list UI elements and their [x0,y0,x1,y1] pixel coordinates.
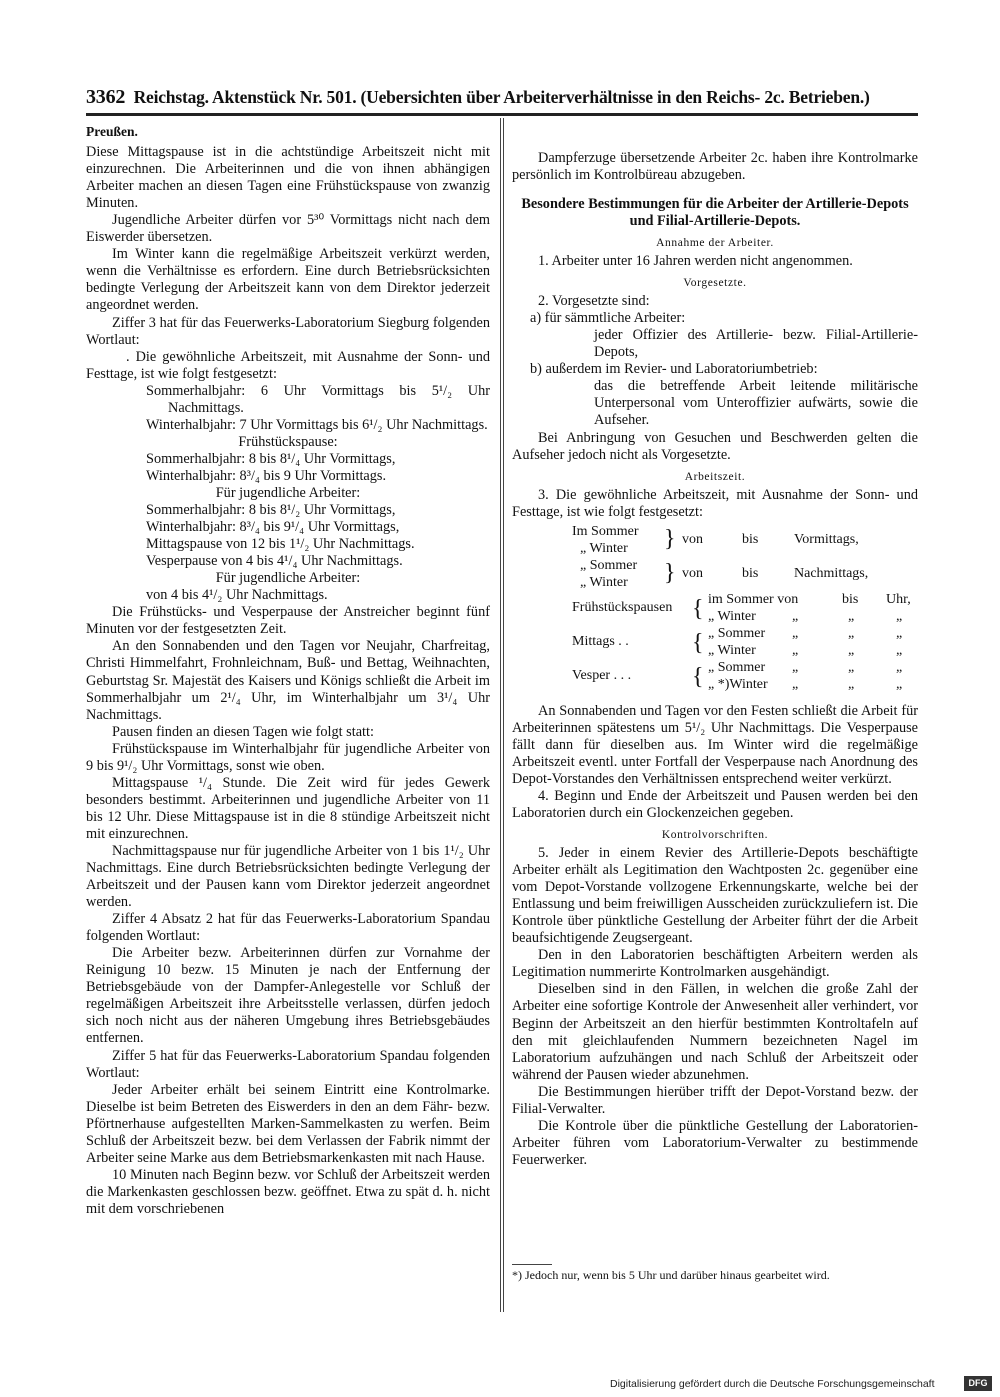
schedule-cell: bis [842,591,859,607]
schedule-cell: von [682,565,703,581]
schedule-cell: im Sommer von [708,591,799,607]
paragraph: Die Arbeiter bezw. Arbeiterinnen dürfen zur Vornahme der Reinigung 10 bezw. 15 Minuten je nach der Entfernung der Betriebsgebäude von der Dampfer-Anlegestelle vor Schluß der regelmäßigen Arbeitszeit ihre Arbeitsstelle verlassen, dürfen jedoch sich noch nicht aus der näheren Umgebung ihres Betriebsgebäudes entfernen. [86,945,490,1047]
schedule-line: Sommerhalbjahr: 8 bis 8¹/₄ Uhr Vormittags, [146,450,396,467]
running-header [86,86,914,109]
paragraph: Ziffer 3 hat für das Feuerwerks-Laboratorium Siegburg folgenden Wortlaut: [86,314,490,348]
schedule-line: Winterhalbjahr: 8³/₄ bis 9 Uhr Vormittags. [146,467,387,484]
paragraph: 10 Minuten nach Beginn bezw. vor Schluß der Arbeitszeit werden die Markenkasten geschlossen bezw. geöffnet. Etwa zu spät d. h. nicht mit dem vorschriebenen [86,1166,490,1217]
schedule-cell: Uhr, [886,591,911,607]
paragraph: 2. Vorgesetzte sind: [538,293,650,310]
ditto: „ [848,659,855,675]
paragraph: Pausen finden an diesen Tagen wie folgt statt: [112,723,374,740]
schedule-label: Mittags . . [572,633,629,649]
footnote-rule [512,1264,552,1265]
brace: { [692,663,704,690]
schedule-cell: „ Winter [708,642,756,658]
paragraph: Die Frühstücks- und Vesperpause der Anstreicher beginnt fünf Minuten vor der festgesetzten Zeit. [86,604,490,638]
paragraph: Den in den Laboratorien beschäftigten Arbeitern werden als Legitimation nummerirte Kontrolmarken ausgehändigt. [512,947,918,981]
schedule-line: Vesperpause von 4 bis 4¹/₄ Uhr Nachmittags. [146,553,403,570]
paragraph: Die Kontrole über die pünktliche Gestellung der Laboratorien-Arbeiter führen vom Laboratorium-Verwalter zu bestimmende Feuerwerker. [512,1117,918,1168]
paragraph: 4. Beginn und Ende der Arbeitszeit und Pausen werden bei den Laboratorien durch ein Glockenzeichen gegeben. [512,787,918,821]
schedule-heading: Frühstückspause: [238,433,338,450]
ditto: „ [848,625,855,641]
brace: } [664,525,676,552]
ditto: „ [896,608,903,624]
brace: { [692,595,704,622]
brace: } [664,559,676,586]
ditto: „ [792,659,799,675]
schedule-label: Im Sommer [572,523,639,539]
paragraph: . Die gewöhnliche Arbeitszeit, mit Ausnahme der Sonn- und Festtage, ist wie folgt festgesetzt: [86,348,490,382]
paragraph: Mittagspause ¹/₄ Stunde. Die Zeit wird für jedes Gewerk besonders bestimmt. Arbeiterinnen und jugendliche Arbeiter von 11 bis 12 Uhr. Diese Mittagspause ist in die 8 stündige Arbeitszeit nicht mit einzurechnen. [86,774,490,842]
paragraph: Frühstückspause im Winterhalbjahr für jugendliche Arbeiter von 9 bis 9¹/₂ Uhr Vormittags, sonst wie oben. [86,740,490,774]
schedule-label: Vesper . . . [572,667,632,683]
ditto: „ [792,642,799,658]
paragraph: Ziffer 4 Absatz 2 hat für das Feuerwerks-Laboratorium Spandau folgenden Wortlaut: [86,911,490,945]
paragraph: 3. Die gewöhnliche Arbeitszeit, mit Ausnahme der Sonn- und Festtage, ist wie folgt festgesetzt: [512,486,918,520]
subsection-heading: Arbeitszeit. [684,470,746,483]
schedule-line: Winterhalbjahr: 8³/₄ bis 9¹/₄ Uhr Vormittags, [146,519,400,536]
paragraph: Jugendliche Arbeiter dürfen vor 5³⁰ Vormittags nicht nach dem Eiswerder übersetzen. [86,212,490,246]
paragraph: Bei Anbringung von Gesuchen und Beschwerden gelten die Aufseher jedoch nicht als Vorgesetzte. [512,429,918,463]
schedule-cell: „ Sommer [708,659,766,675]
right-column [512,150,918,1169]
subsection-heading: Annahme der Arbeiter. [656,237,774,250]
ditto: „ [848,676,855,692]
schedule-label: Frühstückspausen [572,599,673,615]
section-title: Besondere Bestimmungen für die Arbeiter der Artillerie-Depots und Filial-Artillerie-Depots. [521,196,909,230]
schedule-line: Sommerhalbjahr: 8 bis 8¹/₂ Uhr Vormittags, [146,502,396,519]
state-heading: Preußen. [86,124,138,139]
schedule-line: Mittagspause von 12 bis 1¹/₂ Uhr Nachmittags. [146,536,415,553]
subsection-heading: Kontrolvorschriften. [661,829,769,842]
ditto: „ [848,608,855,624]
dfg-logo: DFG [964,1376,992,1391]
schedule-cell: „ *)Winter [708,676,768,692]
paragraph: Dieselben sind in den Fällen, in welchen die große Zahl der Arbeiter eine sofortige Kontrole der Anwesenheit aller verhindert, vor Beginn der Arbeitszeit an den hierfür bestimmten Kontroltafeln auf den mit gleichlaufenden Nummern bezeichneten Nagel im Laboratorium aufzuhängen und nach Schluß der Arbeitszeit oder während der Pausen wieder abzunehmen. [512,981,918,1083]
schedule-cell: bis [742,531,759,547]
paragraph: Diese Mittagspause ist in die achtstündige Arbeitszeit nicht mit einzurechnen. Die Arbeiterinnen und die von ihnen abhängigen Arbeiter machen an diesen Tagen eine Frühstückspause von zwanzig Minuten. [86,144,490,212]
ditto: „ [792,625,799,641]
paragraph: An den Sonnabenden und den Tagen vor Neujahr, Charfreitag, Christi Himmelfahrt, Frohnleichnam, Buß- und Bettag, Weihnachten, Geburtstag Sr. Majestät des Kaisers und Königs schließt die Arbeit im Sommerhalbjahr um 2¹/₄ Uhr, im Winterhalbjahr um 3¹/₄ Uhr Nachmittags. [86,638,490,723]
ditto: „ [896,676,903,692]
ditto: „ [848,642,855,658]
schedule-line: von 4 bis 4¹/₂ Uhr Nachmittags. [146,587,328,604]
header-rule [86,113,918,116]
schedule-cell: Vormittags, [794,531,859,547]
list-item-text: jeder Offizier des Artillerie- bezw. Filial-Artillerie-Depots, [594,327,918,361]
schedule-cell: „ Sommer [708,625,766,641]
paragraph: Dampferzuge übersetzende Arbeiter 2c. haben ihre Kontrolmarke persönlich im Kontrolbüreau abzugeben. [512,150,918,184]
schedule-label: „ Sommer [580,557,638,573]
schedule-heading: Für jugendliche Arbeiter: [215,570,361,587]
schedule-label: „ Winter [580,540,628,556]
schedule-label: „ Winter [580,574,628,590]
paragraph: Nachmittagspause nur für jugendliche Arbeiter von 1 bis 1¹/₂ Uhr Nachmittags. Eine durch Betriebsrücksichten bedingte Verlegung der Arbeitszeit und der Pausen kann vom Direktor jederzeit angeordnet werden. [86,842,490,911]
brace: { [692,629,704,656]
left-column [86,123,490,1218]
column-divider [500,118,504,1312]
ditto: „ [792,676,799,692]
paragraph: 1. Arbeiter unter 16 Jahren werden nicht angenommen. [538,253,853,270]
paragraph: Im Winter kann die regelmäßige Arbeitszeit verkürzt werden, wenn die Verhältnisse es erfordern. Eine durch Betriebsrücksichten bedingte Verlegung der Arbeitszeit kann von dem Direktor jederzeit angeordnet werden. [86,246,490,314]
schedule-cell: bis [742,565,759,581]
schedule-cell: Nachmittags, [794,565,869,581]
schedule-cell: von [682,531,703,547]
digitization-credit: Digitalisierung gefördert durch die Deutsche Forschungsgemeinschaft [610,1378,935,1390]
paragraph: Die Bestimmungen hierüber trifft der Depot-Vorstand bezw. der Filial-Verwalter. [512,1083,918,1117]
ditto: „ [792,608,799,624]
schedule-line: Winterhalbjahr: 7 Uhr Vormittags bis 6¹/₂ Uhr Nachmittags. [146,416,488,433]
paragraph: Ziffer 5 hat für das Feuerwerks-Laboratorium Spandau folgenden Wortlaut: [86,1047,490,1081]
schedule-cell: „ Winter [708,608,756,624]
paragraph: 5. Jeder in einem Revier des Artillerie-Depots beschäftigte Arbeiter erhält als Legitimation den Wachtposten 2c. gegenüber eine vom Depot-Vorstande vollzogene Erkennungskarte, welche bei der Entlassung und beim freiwilligen Ausscheiden zurückzuliefern ist. Die Kontrole über pünktliche Gestellung der Arbeiter führt der die Arbeit beaufsichtigende Zeugsergeant. [512,845,918,947]
running-title: Reichstag. Aktenstück Nr. 501. (Uebersichten über Arbeiterverhältnisse in den Reichs- 2c. Betrieben.) [133,87,870,107]
ditto: „ [896,659,903,675]
page-number: 3362 [86,86,126,108]
paragraph: An Sonnabenden und Tagen vor den Festen schließt die Arbeit für Arbeiterinnen spätestens um 5¹/₂ Uhr Nachmittags. Die Vesperpause fällt dann für dieselben aus. Im Winter wird die regelmäßige Arbeitszeit eventl. unter Fortfall der Vesperpause nach Anordnung des Depot-Vorstandes den Verhältnissen entsprechend weiter verkürzt. [512,702,918,787]
schedule-table [512,521,918,703]
list-item: a) für sämmtliche Arbeiter: [530,310,686,327]
footnote: *) Jedoch nur, wenn bis 5 Uhr und darüber hinaus gearbeitet wird. [512,1268,830,1282]
ditto: „ [896,642,903,658]
schedule-line: Sommerhalbjahr: 6 Uhr Vormittags bis 5¹/₂ Uhr Nachmittags. [146,382,490,416]
ditto: „ [896,625,903,641]
subsection-heading: Vorgesetzte. [683,277,747,290]
paragraph: Jeder Arbeiter erhält bei seinem Eintritt eine Kontrolmarke. Dieselbe ist beim Betreten des Eiswerders in den an dem Fähr- bezw. Pförtnerhause aufgestellten Marken-Sammelkasten zu werfen. Beim Schluß der Arbeitszeit bezw. bei dem Verlassen der Fabrik nimmt der Arbeiter seine Marke aus dem Betriebsmarkenkasten mit nach Hause. [86,1081,490,1166]
schedule-heading: Für jugendliche Arbeiter: [215,484,361,501]
list-item-text: das die betreffende Arbeit leitende militärische Unterpersonal vom Unteroffizier aufwärts, sowie die Aufseher. [594,378,918,429]
list-item: b) außerdem im Revier- und Laboratoriumbetrieb: [530,361,818,378]
